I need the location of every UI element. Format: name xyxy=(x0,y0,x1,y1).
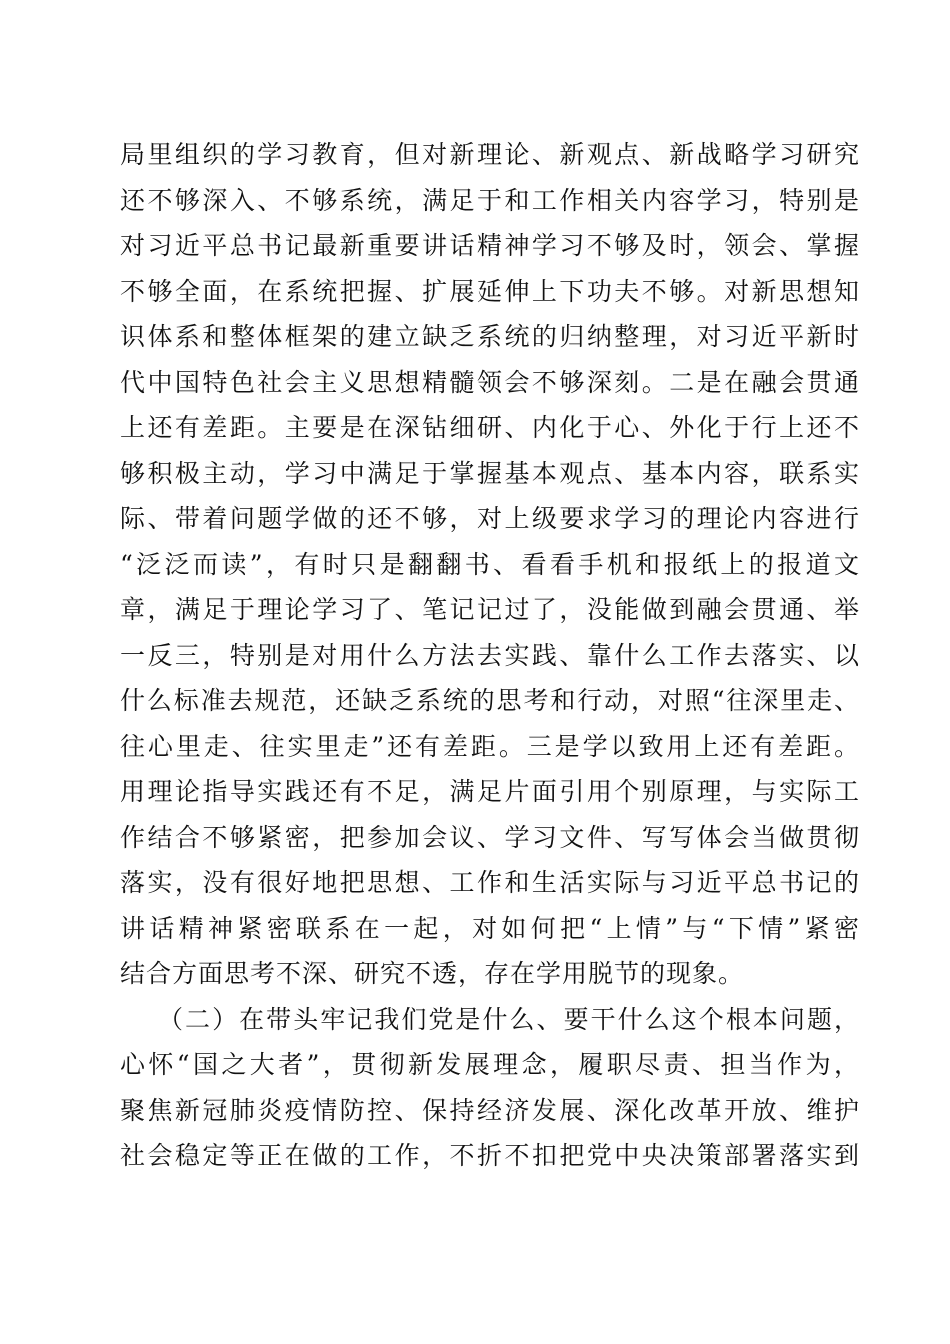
text-line: 作结合不够紧密，把参加会议、学习文件、写写体会当做贯彻 xyxy=(120,822,860,852)
text-line: 对习近平总书记最新重要讲话精神学习不够及时，领会、掌握 xyxy=(120,231,860,260)
text-line: 落实，没有很好地把思想、工作和生活实际与习近平总书记的 xyxy=(120,868,860,897)
text-line: 够积极主动，学习中满足于掌握基本观点、基本内容，联系实 xyxy=(120,458,860,488)
text-line: 讲话精神紧密联系在一起，对如何把“上情”与“下情”紧密 xyxy=(120,913,860,943)
text-line: 社会稳定等正在做的工作，不折不扣把党中央决策部署落实到 xyxy=(120,1141,860,1170)
text-line: 还不够深入、不够系统，满足于和工作相关内容学习，特别是 xyxy=(120,185,860,215)
text-line: 章，满足于理论学习了、笔记记过了，没能做到融会贯通、举 xyxy=(120,595,860,624)
text-line: 用理论指导实践还有不足，满足片面引用个别原理，与实际工 xyxy=(120,777,860,806)
section-heading-line: （二）在带头牢记我们党是什么、要干什么这个根本问题， xyxy=(158,1004,860,1034)
text-line: 代中国特色社会主义思想精髓领会不够深刻。二是在融会贯通 xyxy=(120,367,860,397)
text-line: 上还有差距。主要是在深钻细研、内化于心、外化于行上还不 xyxy=(120,413,860,442)
text-line: 什么标准去规范，还缺乏系统的思考和行动，对照“往深里走、 xyxy=(120,686,860,715)
text-line: 心怀“国之大者”，贯彻新发展理念，履职尽责、担当作为， xyxy=(120,1050,860,1079)
text-line: 聚焦新冠肺炎疫情防控、保持经济发展、深化改革开放、维护 xyxy=(120,1095,860,1125)
text-line: 不够全面，在系统把握、扩展延伸上下功夫不够。对新思想知 xyxy=(120,276,860,306)
text-line: 局里组织的学习教育，但对新理论、新观点、新战略学习研究 xyxy=(120,140,860,169)
text-line: “泛泛而读”，有时只是翻翻书、看看手机和报纸上的报道文 xyxy=(120,549,860,579)
body-text xyxy=(120,132,860,1179)
text-line: 一反三，特别是对用什么方法去实践、靠什么工作去落实、以 xyxy=(120,640,860,670)
paragraph-end-line: 结合方面思考不深、研究不透，存在学用脱节的现象。 xyxy=(120,959,745,988)
text-line: 识体系和整体框架的建立缺乏系统的归纳整理，对习近平新时 xyxy=(120,322,860,351)
text-line: 往心里走、往实里走”还有差距。三是学以致用上还有差距。 xyxy=(120,731,860,761)
text-line: 际、带着问题学做的还不够，对上级要求学习的理论内容进行 xyxy=(120,504,860,533)
